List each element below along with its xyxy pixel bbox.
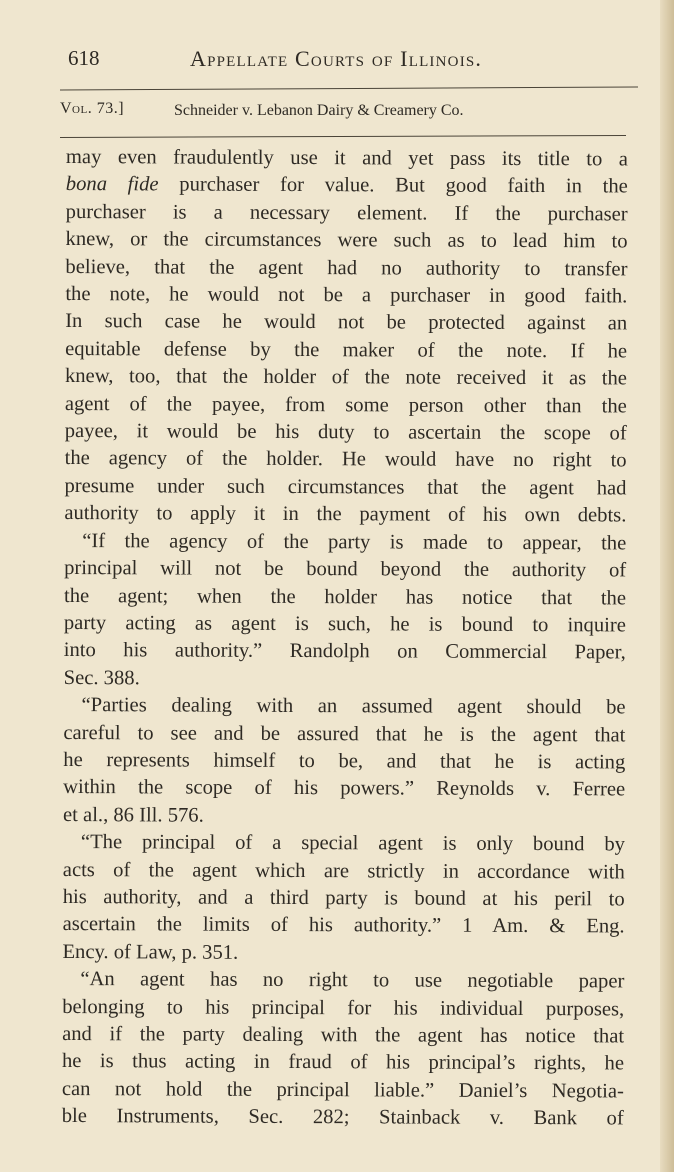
text-line: acts of the agent which are strictly in accordance with [62, 858, 625, 884]
text-line-italic-lead [66, 171, 628, 201]
paragraph [62, 966, 625, 1133]
text-line: the agency of the holder. He would have no right to [64, 447, 627, 472]
text-line: payee, it would be his duty to ascertain the scope of [64, 420, 627, 445]
text-line: “If the agency of the party is made to appear, the [82, 529, 627, 555]
case-name: Schneider v. Lebanon Dairy & Creamery Co. [174, 102, 464, 119]
text-line: within the scope of his powers.” Reynolds v. Ferree [63, 776, 626, 801]
text-line: “The principal of a special agent is only bound by [80, 831, 625, 856]
text-line: knew, or the circumstances were such as to lead him to [65, 228, 628, 253]
text-line: careful to see and be assured that he is the agent that [63, 721, 626, 746]
running-title: Appellate Courts of Illinois. [190, 46, 483, 71]
case-header-rule [60, 135, 626, 138]
text-line-rest: purchaser for value. But good faith in the [179, 173, 628, 198]
text-line: “Parties dealing with an assumed agent should be [81, 694, 626, 719]
text-line: authority to apply it in the payment of his own debts. [64, 502, 627, 527]
text-line: the note, he would not be a purchaser in good faith. [65, 283, 628, 308]
text-line: party acting as agent is such, he is bound to inquire [63, 611, 626, 637]
page-header [68, 42, 628, 82]
text-line: knew, too, that the holder of the note received it as the [64, 365, 628, 390]
text-line: belonging to his principal for his individual purposes, [62, 995, 625, 1021]
text-line: equitable defense by the maker of the note. If he [65, 337, 628, 363]
page-edge [660, 0, 674, 1172]
body-text [62, 144, 628, 1133]
text-line: In such case he would not be protected against an [65, 310, 628, 335]
text-line: into his authority.” Randolph on Commercial Paper, [63, 639, 626, 664]
text-line: Sec. 388. [63, 666, 140, 690]
text-line: agent of the payee, from some person other than the [64, 392, 627, 418]
italic-phrase: bona fide [65, 173, 159, 196]
text-line: “An agent has no right to use negotiable paper [80, 968, 625, 993]
volume-label: Vol. 73.] [60, 100, 125, 117]
text-line: purchaser is a necessary element. If the purchaser [65, 200, 628, 226]
page-number: 618 [68, 46, 100, 70]
paragraph [62, 829, 625, 968]
text-line: he represents himself to be, and that he is acting [63, 748, 626, 774]
header-rule [60, 86, 638, 90]
text-line: believe, that the agent had no authority to transfer [65, 255, 628, 281]
paragraph [64, 528, 627, 695]
paragraph [64, 144, 628, 530]
paragraph [63, 692, 626, 831]
text-line: and if the party dealing with the agent has notice that [62, 1022, 625, 1048]
text-line: may even fraudulently use it and yet pass its title to a [65, 145, 628, 171]
text-line: presume under such circumstances that the agent had [64, 474, 627, 500]
text-line: ascertain the limits of his authority.” 1 Am. & Eng. [62, 913, 625, 938]
case-header [60, 100, 630, 124]
text-line: Ency. of Law, p. 351. [62, 940, 239, 964]
text-line: the agent; when the holder has notice that the [63, 584, 627, 609]
text-line: principal will not be bound beyond the authority of [64, 557, 627, 582]
text-line: he is thus acting in fraud of his principal’s rights, he [61, 1050, 625, 1075]
text-line: his authority, and a third party is bound at his peril to [62, 885, 625, 911]
text-line: can not hold the principal liable.” Daniel’s Negotia- [61, 1077, 624, 1103]
text-line: ble Instruments, Sec. 282; Stainback v. Bank of [61, 1105, 624, 1130]
text-line: et al., 86 Ill. 576. [63, 803, 204, 827]
